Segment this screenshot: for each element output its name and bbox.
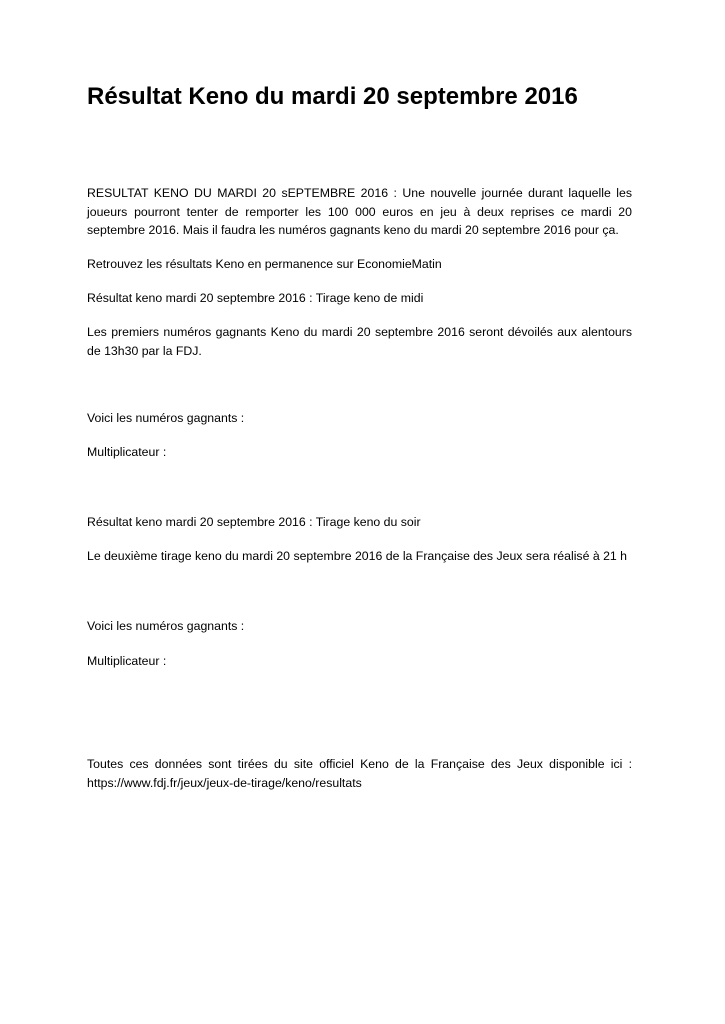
intro-paragraph: RESULTAT KENO DU MARDI 20 sEPTEMBRE 2016 : Une nouvelle journée durant laquelle les joueurs pourront tenter de remporter les 100 000 euros en jeu à deux reprises ce mardi 20 septembre 2016. Mais il faudra les numéros gagnants keno du mardi 20 septembre 2016 pour ça. bbox=[87, 186, 632, 237]
soir-winning-numbers-label: Voici les numéros gagnants : bbox=[87, 619, 245, 633]
soir-multiplier-label: Multiplicateur : bbox=[87, 654, 167, 668]
midi-winning-numbers-label: Voici les numéros gagnants : bbox=[87, 411, 245, 425]
source-paragraph: Toutes ces données sont tirées du site officiel Keno de la Française des Jeux disponible ici : https://www.fdj.fr/jeux/jeux-de-tirage/keno/resultats bbox=[87, 757, 632, 790]
page-title: Résultat Keno du mardi 20 septembre 2016 bbox=[87, 83, 578, 110]
soir-draw-heading: Résultat keno mardi 20 septembre 2016 : Tirage keno du soir bbox=[87, 515, 421, 529]
midi-draw-heading: Résultat keno mardi 20 septembre 2016 : Tirage keno de midi bbox=[87, 291, 424, 305]
permanence-paragraph: Retrouvez les résultats Keno en permanence sur EconomieMatin bbox=[87, 257, 442, 271]
midi-multiplier-label: Multiplicateur : bbox=[87, 445, 167, 459]
soir-draw-description: Le deuxième tirage keno du mardi 20 septembre 2016 de la Française des Jeux sera réalisé à 21 h bbox=[87, 549, 628, 563]
midi-draw-description: Les premiers numéros gagnants Keno du mardi 20 septembre 2016 seront dévoilés aux alentours de 13h30 par la FDJ. bbox=[87, 325, 632, 358]
